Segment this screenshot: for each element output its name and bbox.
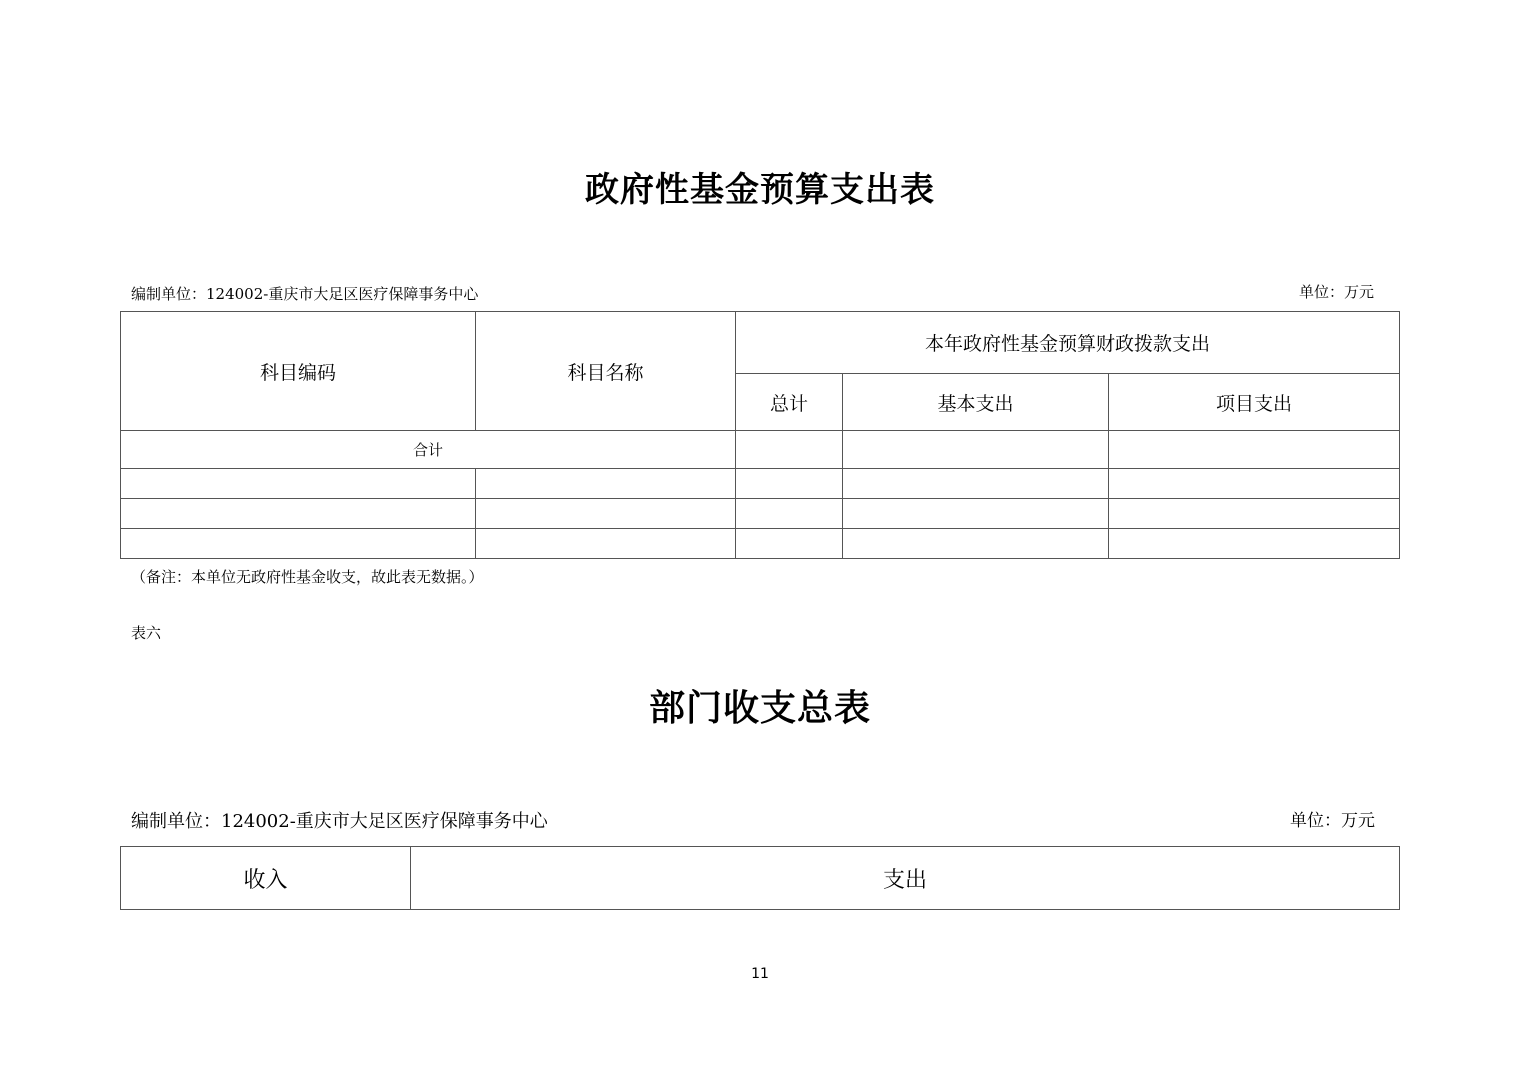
table-cell <box>121 529 476 559</box>
fund-table-note: （备注：本单位无政府性基金收支，故此表无数据。） <box>131 568 484 586</box>
table-row <box>121 469 1400 499</box>
header-income: 收入 <box>121 847 411 910</box>
sum-project-cell <box>1109 431 1400 469</box>
department-summary-table <box>120 846 1400 910</box>
table-cell <box>1109 499 1400 529</box>
table-cell <box>843 499 1109 529</box>
header-expense: 支出 <box>411 847 1400 910</box>
sum-row-label: 合计 <box>121 431 736 469</box>
table-row <box>121 529 1400 559</box>
fund-table-title: 政府性基金预算支出表 <box>585 170 935 210</box>
table-cell <box>476 499 736 529</box>
sum-basic-cell <box>843 431 1109 469</box>
header-basic-expense: 基本支出 <box>843 374 1109 431</box>
table-cell <box>1109 469 1400 499</box>
header-subject-code: 科目编码 <box>121 312 476 431</box>
summary-table-compiler: 编制单位：124002-重庆市大足区医疗保障事务中心 <box>131 811 548 832</box>
table-cell <box>1109 529 1400 559</box>
fund-table-unit: 单位：万元 <box>1299 283 1375 301</box>
sum-total-cell <box>736 431 843 469</box>
table-cell <box>476 529 736 559</box>
table-number-label: 表六 <box>131 624 162 642</box>
header-project-expense: 项目支出 <box>1109 374 1400 431</box>
header-subject-name: 科目名称 <box>476 312 736 431</box>
sum-row <box>121 431 1400 469</box>
summary-table-title: 部门收支总表 <box>648 687 871 729</box>
table-cell <box>121 499 476 529</box>
table-cell <box>843 529 1109 559</box>
table-cell <box>736 529 843 559</box>
table-row <box>121 499 1400 529</box>
table-cell <box>476 469 736 499</box>
table-cell <box>736 469 843 499</box>
fund-table-compiler: 编制单位：124002-重庆市大足区医疗保障事务中心 <box>131 285 479 303</box>
header-appropriation-group: 本年政府性基金预算财政拨款支出 <box>736 312 1400 374</box>
table-cell <box>843 469 1109 499</box>
table-cell <box>736 499 843 529</box>
page-number: 11 <box>751 966 769 982</box>
fund-expenditure-table <box>120 311 1400 559</box>
table-cell <box>121 469 476 499</box>
header-total: 总计 <box>736 374 843 431</box>
summary-table-unit: 单位：万元 <box>1290 811 1375 831</box>
